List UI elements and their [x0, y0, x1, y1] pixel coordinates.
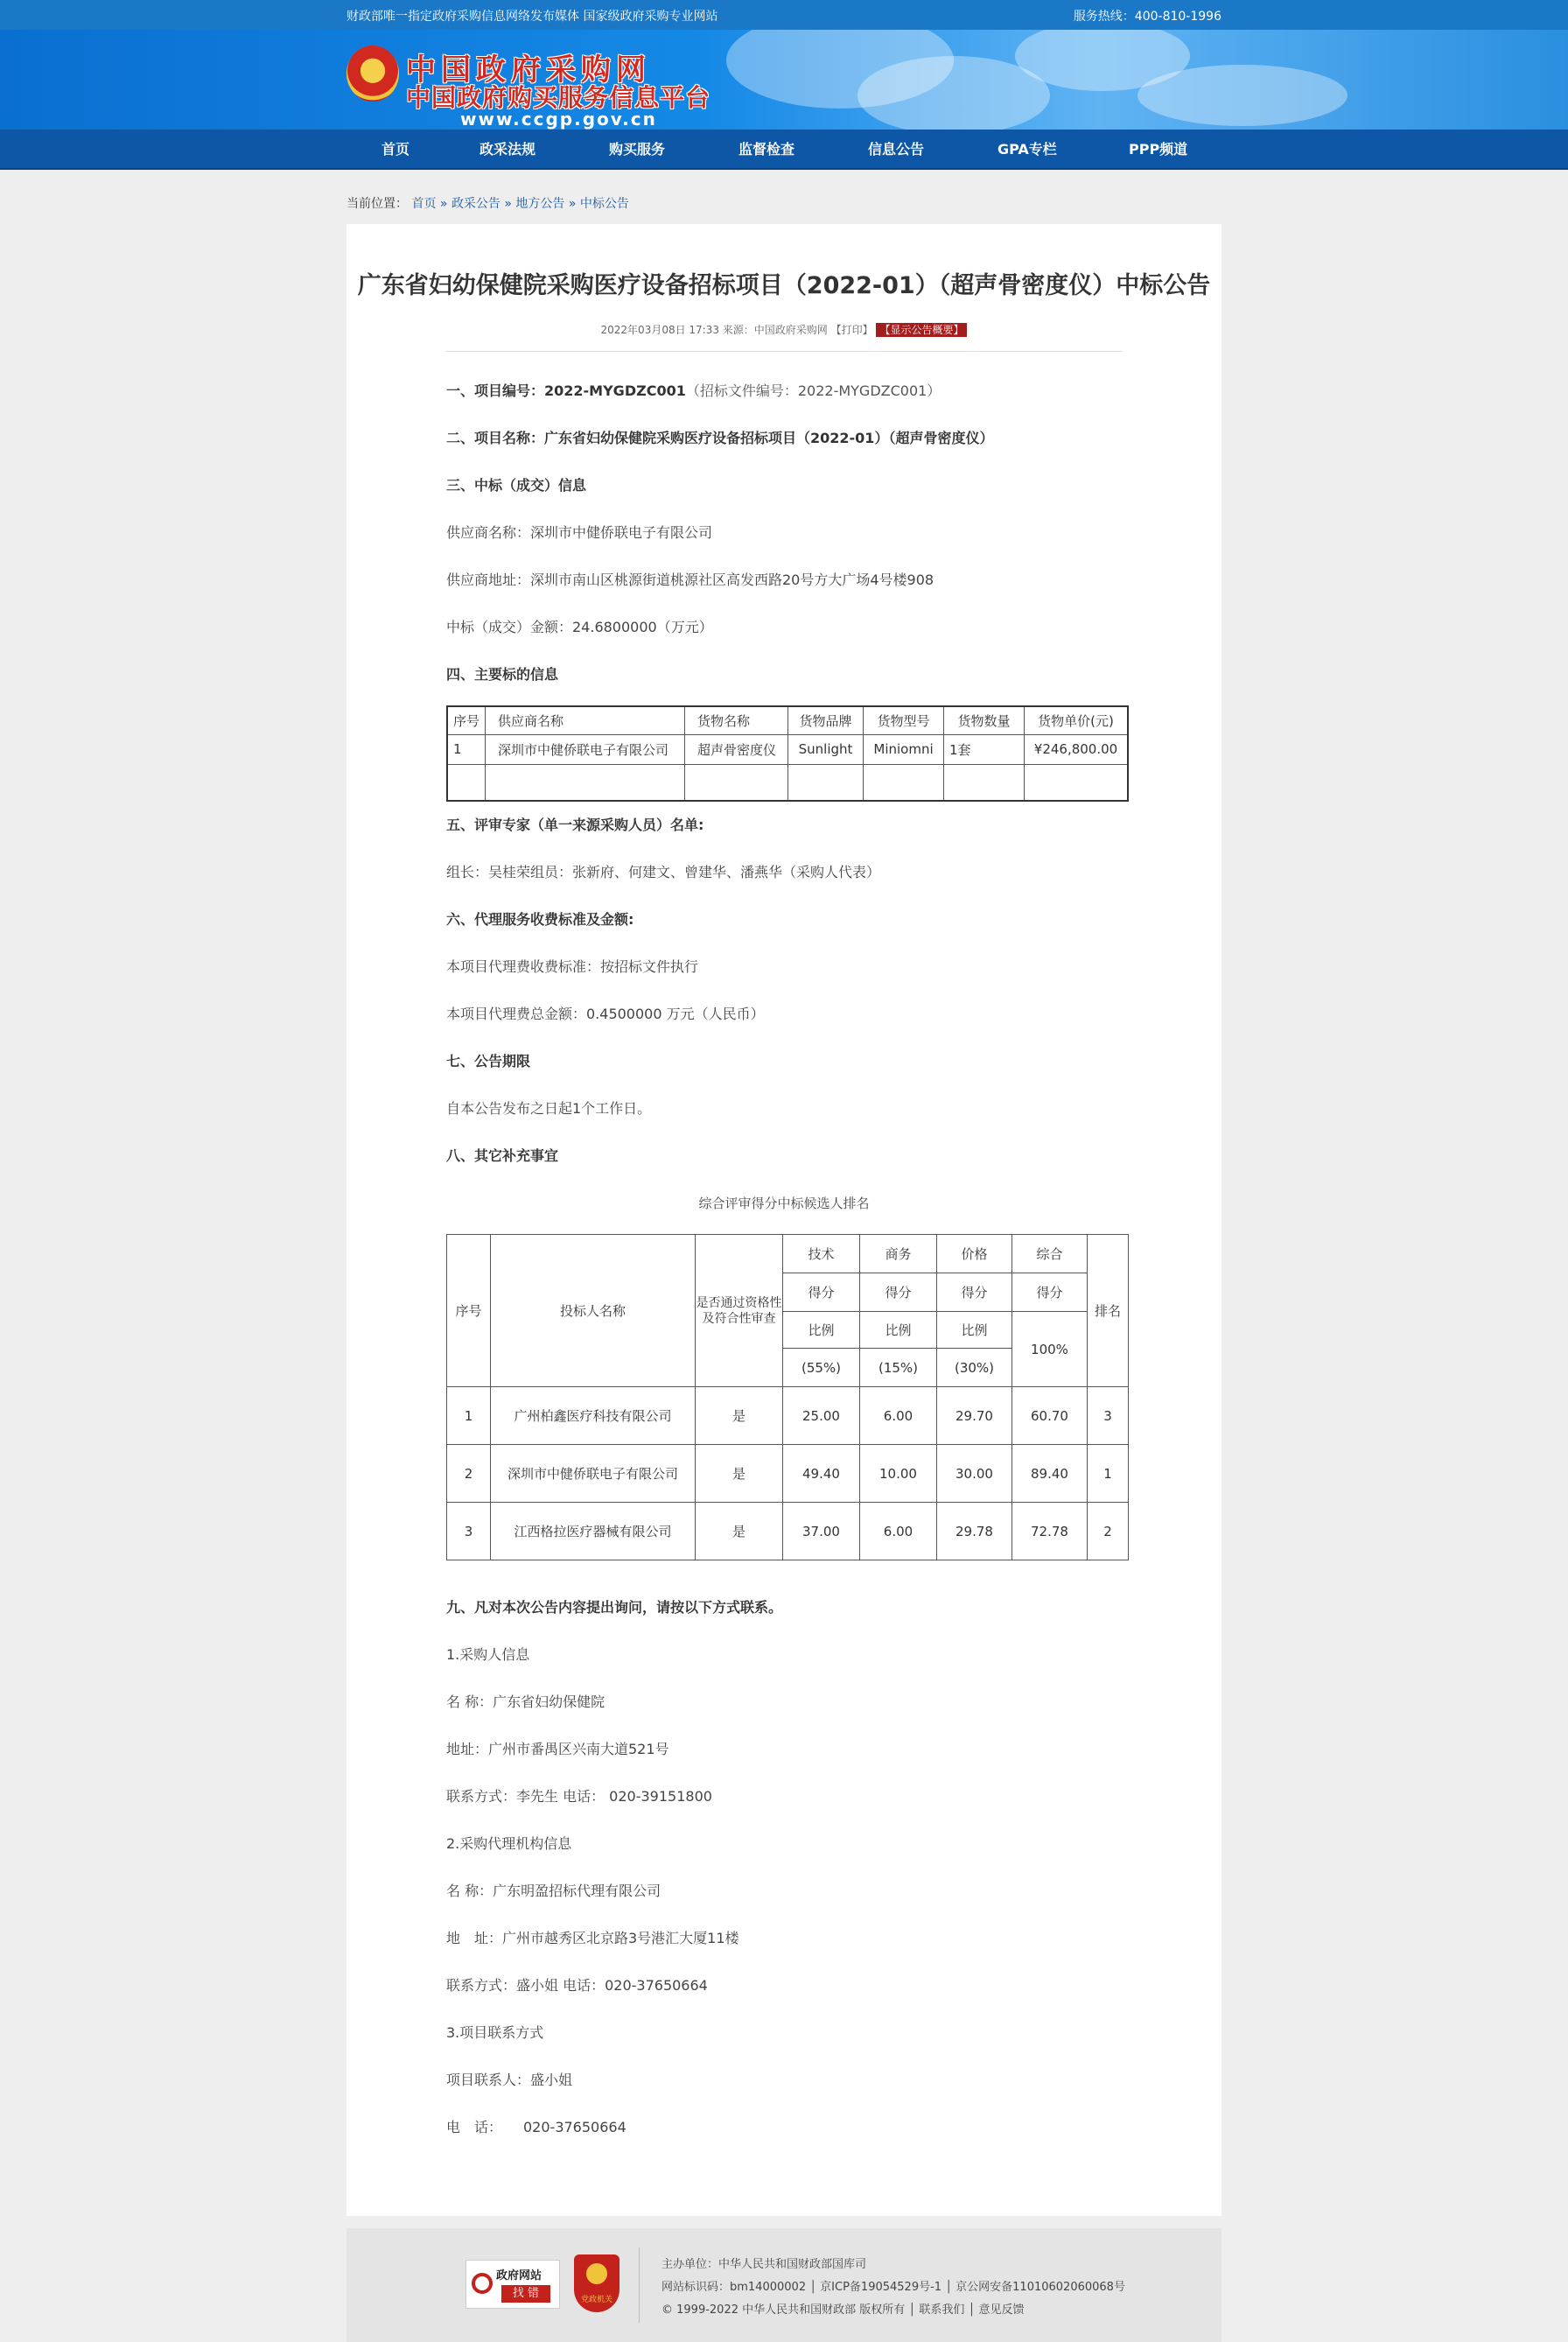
agency-address: 地 址：广州市越秀区北京路3号港汇大厦11楼	[446, 1930, 739, 1946]
cell-business-score: 10.00	[860, 1445, 937, 1503]
footer-copyright: © 1999-2022 中华人民共和国财政部 版权所有 │ 联系我们 │ 意见反馈	[662, 2303, 1025, 2317]
cell-total-score: 89.40	[1012, 1445, 1088, 1503]
project-contact-phone: 电 话： 020-37650664	[446, 2119, 626, 2135]
notice-period: 自本公告发布之日起1个工作日。	[446, 1100, 652, 1117]
table-row	[447, 1387, 1129, 1445]
th-total-ratio: 100%	[1012, 1312, 1088, 1387]
expert-list: 组长：吴桂荣组员：张新府、何建文、曾建华、潘燕华（采购人代表）	[446, 864, 881, 880]
th-business: 商务	[860, 1235, 937, 1273]
fee-total: 本项目代理费总金额：0.4500000 万元（人民币）	[446, 1006, 765, 1022]
breadcrumb-local-announce[interactable]: 地方公告	[515, 197, 565, 211]
th-tech-weight: (55%)	[783, 1349, 860, 1387]
th-bidder: 投标人名称	[491, 1235, 696, 1387]
cell-qualified: 是	[696, 1387, 783, 1445]
service-hotline: 服务热线：400-810-1996	[1073, 10, 1222, 24]
cell-tech-score: 25.00	[783, 1387, 860, 1445]
cell-total-score: 72.78	[1012, 1503, 1088, 1560]
badge-find-error: 找 错	[501, 2285, 550, 2303]
cell-no: 3	[447, 1503, 491, 1560]
nav-item-regulations[interactable]: 政采法规	[480, 141, 536, 158]
project-number: 一、项目编号：2022-MYGDZC001	[446, 382, 686, 399]
th-qualification: 是否通过资格性及符合性审查	[696, 1235, 783, 1387]
cell-brand: Sunlight	[788, 734, 864, 764]
cell-no: 1	[447, 1387, 491, 1445]
site-slogan: 财政部唯一指定政府采购信息网络发布媒体 国家级政府采购专业网站	[346, 10, 718, 24]
breadcrumb-home[interactable]: 首页	[411, 197, 437, 211]
cell-bidder: 广州柏鑫医疗科技有限公司	[491, 1387, 696, 1445]
party-emblem-icon	[586, 2263, 607, 2284]
report-error-badge[interactable]	[466, 2260, 560, 2309]
th-no: 序号	[447, 706, 486, 734]
th-tech-ratio: 比例	[783, 1312, 860, 1349]
nav-item-services[interactable]: 购买服务	[609, 141, 666, 158]
th-tech: 技术	[783, 1235, 860, 1273]
th-total: 综合	[1012, 1235, 1088, 1273]
agency-name: 名 称：广东明盈招标代理有限公司	[446, 1883, 662, 1899]
th-model: 货物型号	[864, 706, 944, 734]
article-title: 广东省妇幼保健院采购医疗设备招标项目（2022-01）（超声骨密度仪）中标公告	[357, 272, 1211, 299]
cell-quantity: 1套	[944, 734, 1025, 764]
cell-unit-price: ¥246,800.00	[1025, 734, 1128, 764]
table-header-row	[447, 1235, 1129, 1273]
section-award-info: 三、中标（成交）信息	[446, 477, 587, 494]
table-row	[447, 1445, 1129, 1503]
section-agency-fee: 六、代理服务收费标准及金额:	[446, 911, 634, 928]
breadcrumb-separator: »	[504, 197, 512, 211]
th-price-ratio: 比例	[937, 1312, 1012, 1349]
section-contact: 九、凡对本次公告内容提出询问，请按以下方式联系。	[446, 1599, 783, 1616]
footer-divider	[639, 2247, 640, 2323]
nav-item-supervision[interactable]: 监督检查	[738, 141, 795, 158]
breadcrumb	[346, 194, 629, 212]
supplier-name: 供应商名称：深圳市中健侨联电子有限公司	[446, 524, 713, 541]
table-row	[447, 734, 1128, 764]
nav-item-ppp[interactable]: PPP频道	[1129, 141, 1188, 158]
site-logo-title[interactable]: 中国政府采购网	[406, 53, 651, 88]
th-business-score: 得分	[860, 1273, 937, 1312]
table-header-row	[447, 706, 1128, 734]
nav-item-announcements[interactable]: 信息公告	[868, 141, 925, 158]
article-date-source: 2022年03月08日 17:33 来源：中国政府采购网 【打印】	[600, 324, 873, 336]
cell-rank: 3	[1088, 1387, 1129, 1445]
th-no: 序号	[447, 1235, 491, 1387]
cell-tech-score: 37.00	[783, 1503, 860, 1560]
th-tech-score: 得分	[783, 1273, 860, 1312]
section-notice-period: 七、公告期限	[446, 1053, 531, 1069]
breadcrumb-separator: »	[568, 197, 577, 211]
cell-no: 1	[447, 734, 486, 764]
main-nav	[0, 130, 1568, 170]
party-gov-badge[interactable]	[574, 2254, 620, 2312]
article-container	[346, 224, 1222, 2216]
th-price: 价格	[937, 1235, 1012, 1273]
award-amount: 中标（成交）金额：24.6800000（万元）	[446, 619, 713, 635]
section-other-matters: 八、其它补充事宜	[446, 1147, 559, 1164]
cell-price-score: 29.70	[937, 1387, 1012, 1445]
fee-standard: 本项目代理费收费标准：按招标文件执行	[446, 958, 699, 975]
cell-business-score: 6.00	[860, 1503, 937, 1560]
badge-label: 党政机关	[580, 2296, 612, 2304]
ranking-table	[446, 1234, 1129, 1560]
th-total-score: 得分	[1012, 1273, 1088, 1312]
th-goods-name: 货物名称	[685, 706, 788, 734]
purchaser-address: 地址：广州市番禺区兴南大道521号	[446, 1741, 669, 1757]
purchaser-title: 1.采购人信息	[446, 1646, 530, 1663]
th-brand: 货物品牌	[788, 706, 864, 734]
main-items-table	[446, 705, 1129, 802]
show-summary-button[interactable]: 【显示公告概要】	[876, 323, 967, 337]
footer-sponsor: 主办单位：中华人民共和国财政部国库司	[662, 2258, 867, 2271]
section-project-name: 二、项目名称：广东省妇幼保健院采购医疗设备招标项目（2022-01）（超声骨密度仪）	[446, 430, 994, 446]
agency-title: 2.采购代理机构信息	[446, 1835, 572, 1852]
th-business-ratio: 比例	[860, 1312, 937, 1349]
footer	[346, 2228, 1222, 2342]
magnifier-icon	[472, 2273, 493, 2294]
cell-supplier: 深圳市中健侨联电子有限公司	[486, 734, 685, 764]
site-logo-subtitle[interactable]: 中国政府购买服务信息平台	[406, 83, 711, 112]
th-business-weight: (15%)	[860, 1349, 937, 1387]
breadcrumb-award-announce[interactable]: 中标公告	[579, 197, 629, 211]
cell-rank: 1	[1088, 1445, 1129, 1503]
section-experts: 五、评审专家（单一来源采购人员）名单:	[446, 817, 704, 833]
badge-title: 政府网站	[496, 2269, 542, 2282]
divider	[446, 351, 1122, 352]
purchaser-contact: 联系方式：李先生 电话： 020-39151800	[446, 1788, 712, 1805]
purchaser-name: 名 称：广东省妇幼保健院	[446, 1693, 606, 1710]
cell-qualified: 是	[696, 1445, 783, 1503]
th-quantity: 货物数量	[944, 706, 1025, 734]
national-emblem-icon[interactable]: ★	[346, 46, 399, 102]
cell-model: Miniomni	[864, 734, 944, 764]
section-main-items: 四、主要标的信息	[446, 666, 559, 683]
section-project-number	[446, 380, 941, 400]
breadcrumb-separator: »	[439, 197, 448, 211]
supplier-address: 供应商地址：深圳市南山区桃源街道桃源社区高发西路20号方大广场4号楼908	[446, 571, 934, 588]
cell-total-score: 60.70	[1012, 1387, 1088, 1445]
nav-item-home[interactable]: 首页	[382, 141, 410, 158]
tender-doc-number: （招标文件编号：2022-MYGDZC001）	[685, 382, 942, 399]
ranking-table-caption: 综合评审得分中标候选人排名	[698, 1196, 870, 1211]
cell-qualified: 是	[696, 1503, 783, 1560]
th-price-score: 得分	[937, 1273, 1012, 1312]
cell-tech-score: 49.40	[783, 1445, 860, 1503]
cell-rank: 2	[1088, 1503, 1129, 1560]
table-row-empty	[447, 764, 1128, 801]
table-row	[447, 1503, 1129, 1560]
footer-registration: 网站标识码：bm14000002 │ 京ICP备19054529号-1 │ 京公网安备11010602060068号	[662, 2281, 1125, 2294]
article-meta	[346, 322, 1222, 337]
nav-item-gpa[interactable]: GPA专栏	[998, 141, 1057, 158]
breadcrumb-gov-announce[interactable]: 政采公告	[451, 197, 500, 211]
th-rank: 排名	[1088, 1235, 1129, 1387]
th-unit-price: 货物单价(元)	[1025, 706, 1128, 734]
top-bar	[0, 0, 1568, 30]
project-contact-person: 项目联系人：盛小姐	[446, 2072, 573, 2088]
cell-business-score: 6.00	[860, 1387, 937, 1445]
th-supplier: 供应商名称	[486, 706, 685, 734]
agency-contact: 联系方式：盛小姐 电话：020-37650664	[446, 1977, 708, 1994]
cell-price-score: 29.78	[937, 1503, 1012, 1560]
cell-bidder: 江西格拉医疗器械有限公司	[491, 1503, 696, 1560]
project-contact-title: 3.项目联系方式	[446, 2024, 544, 2041]
cell-goods-name: 超声骨密度仪	[685, 734, 788, 764]
breadcrumb-label: 当前位置：	[346, 197, 408, 211]
th-price-weight: (30%)	[937, 1349, 1012, 1387]
cell-price-score: 30.00	[937, 1445, 1012, 1503]
site-url[interactable]: www.ccgp.gov.cn	[460, 109, 657, 130]
header-banner	[0, 30, 1568, 130]
cell-bidder: 深圳市中健侨联电子有限公司	[491, 1445, 696, 1503]
cell-no: 2	[447, 1445, 491, 1503]
